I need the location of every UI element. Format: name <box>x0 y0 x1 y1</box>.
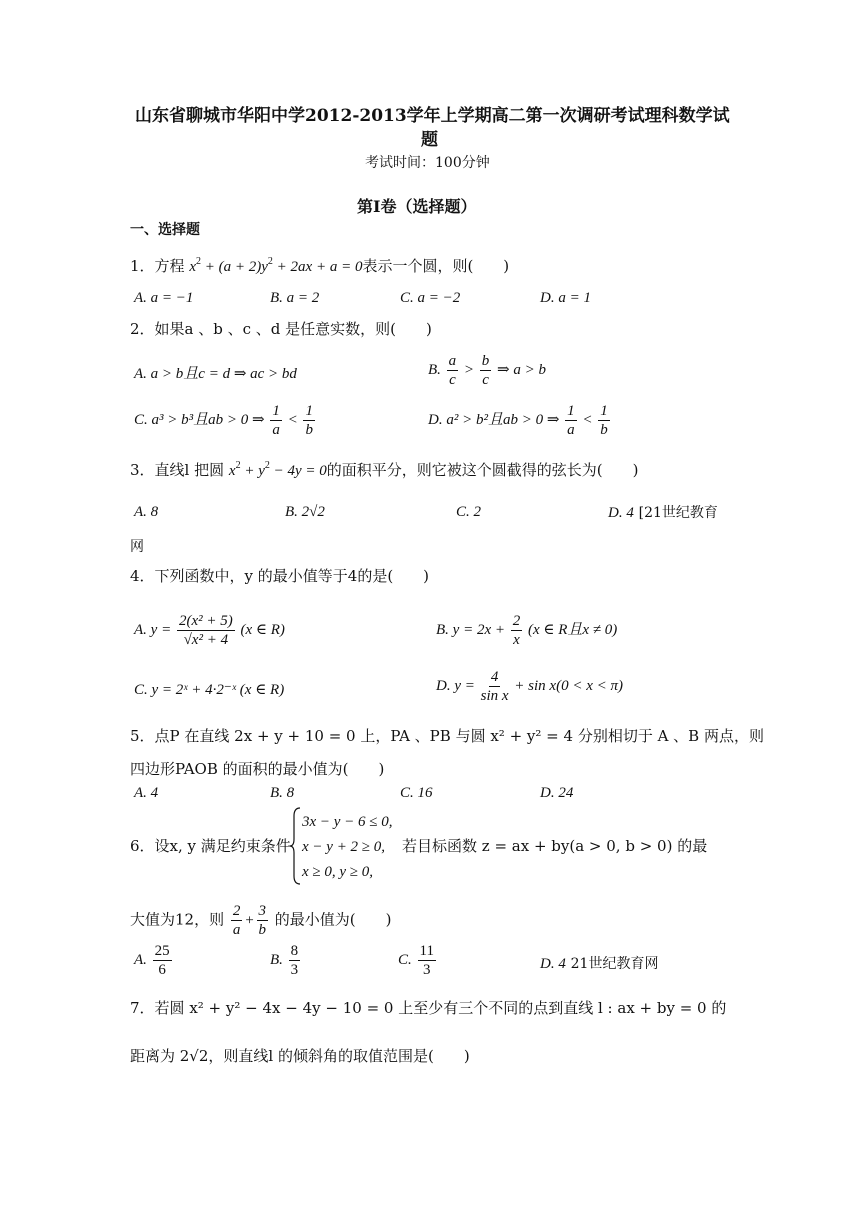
question-text: 的面积平分，则它被这个圆截得的弦长为( ) <box>326 461 639 479</box>
fraction: $\frac{1}{b}$ <box>600 403 608 438</box>
q2-option-d: D. a² > b²且ab > 0 ⇒ $\frac{1}{a}$ < $\frac{1}{b}$ <box>428 403 608 438</box>
question-number: 7． <box>130 999 155 1017</box>
constraint-2: x − y + 2 ≥ 0, <box>302 839 386 855</box>
q5-option-d: D. 24 <box>540 785 574 801</box>
question-1 <box>130 252 509 277</box>
q1-option-b: B. a = 2 <box>270 290 320 306</box>
question-text: 的最小值为( ) <box>274 910 392 929</box>
q3-option-b: B. 2√2 <box>285 504 325 520</box>
question-text: 如果a 、b 、c 、d 是任意实数，则( ) <box>154 320 432 338</box>
question-number: 6． <box>130 837 155 855</box>
fraction: $\frac{2}{a}$ <box>232 903 241 938</box>
fraction: $\frac{8}{3}$ <box>290 943 299 978</box>
q2-option-a: A. a > b且c = d ⇒ ac > bd <box>134 366 297 382</box>
fraction: $\frac{2}{x}$ <box>512 613 521 648</box>
q1-option-c: C. a = −2 <box>400 290 461 306</box>
question-text: 大值为12，则 <box>130 910 225 929</box>
option-tail: ⇒ a > b <box>497 361 546 378</box>
q1-option-d: D. a = 1 <box>540 290 591 306</box>
question-6-objective: 若目标函数 z = ax + by(a > 0, b > 0) 的最 <box>402 837 708 855</box>
q4-option-a <box>134 612 285 649</box>
constraint-3: x ≥ 0, y ≥ 0, <box>302 864 374 880</box>
q3-option-a: A. 8 <box>134 504 159 520</box>
question-text: 表示一个圆，则( ) <box>362 257 510 275</box>
fraction: $\frac{a}{c}$ <box>448 353 457 388</box>
q6-option-c <box>398 942 438 979</box>
q2-option-b: B. $\frac{a}{c}$ > $\frac{b}{c}$ ⇒ a > b <box>428 353 546 388</box>
watermark-text: [21世纪教育 <box>638 505 718 521</box>
question-text: 设x, y 满足约束条件 <box>154 837 291 855</box>
q6-option-b <box>270 942 302 979</box>
option-label: C. <box>398 951 412 968</box>
left-brace <box>290 806 302 886</box>
fraction: $\frac{b}{c}$ <box>481 353 490 388</box>
q2-option-c: C. a³ > b³且ab > 0 ⇒ $\frac{1}{a}$ < $\frac{1}{b}$ <box>134 403 313 438</box>
question-4 <box>130 566 429 586</box>
q4-option-c: C. y = 2ˣ + 4·2⁻ˣ (x ∈ R) <box>134 682 285 698</box>
page-title-continued: 题 <box>421 130 438 150</box>
q5-option-a: A. 4 <box>134 785 159 801</box>
question-number: 1． <box>130 257 155 275</box>
question-5-line1 <box>130 726 764 746</box>
question-5-line2: 四边形PAOB 的面积的最小值为( ) <box>130 760 385 778</box>
q5-option-b: B. 8 <box>270 785 295 801</box>
fraction: $\frac{1}{b}$ <box>305 403 313 438</box>
fraction: $\frac{\text{2(x² + 5)}}{\text{√x² + 4}}$ <box>178 613 233 648</box>
option-label: B. <box>270 951 283 968</box>
question-7-line2: 距离为 2√2，则直线l 的倾斜角的取值范围是( ) <box>130 1047 470 1065</box>
fraction: $\frac{3}{b}$ <box>258 903 266 938</box>
question-number: 3． <box>130 461 155 479</box>
option-label: D. 4 <box>608 505 634 521</box>
question-text: 直线l 把圆 <box>154 461 225 479</box>
exam-time: 考试时间：100分钟 <box>365 155 490 171</box>
question-6-line2: 大值为12，则 $\frac{2}{a}$ + $\frac{3}{b}$ 的最小值为( ) <box>130 903 392 938</box>
option-label: A. y = <box>134 621 172 638</box>
question-2 <box>130 319 432 339</box>
q3-option-d <box>608 502 718 523</box>
fraction: $\frac{11}{3}$ <box>419 943 434 978</box>
question-text: 若圆 x² + y² − 4x − 4y − 10 = 0 上至少有三个不同的点到直线 l : ax + by = 0 的 <box>154 999 727 1017</box>
option-tail: + sin x(0 < x < π) <box>514 677 623 694</box>
question-number: 2． <box>130 320 155 338</box>
equation: $x^2 + (a + 2)y^2 + 2ax + a = 0$ <box>189 256 363 275</box>
fraction: $\frac{1}{a}$ <box>272 403 280 438</box>
q3-option-c: C. 2 <box>456 504 482 520</box>
option-label: C. a³ > b³且ab > 0 ⇒ <box>134 411 265 428</box>
fraction: $\frac{1}{a}$ <box>567 403 575 438</box>
option-label: D. a² > b²且ab > 0 ⇒ <box>428 411 560 428</box>
equation: $x^2 + y^2 - 4y = 0$ <box>228 460 327 479</box>
question-text: 点P 在直线 2x + y + 10 = 0 上，PA 、PB 与圆 x² + y² = 4 分别相切于 A 、B 两点，则 <box>154 727 764 745</box>
q1-option-a: A. a = −1 <box>134 290 194 306</box>
question-6 <box>130 836 291 856</box>
option-tail: (x ∈ R) <box>240 621 285 638</box>
part-heading: 一、选择题 <box>130 222 200 238</box>
question-3 <box>130 456 638 481</box>
volume-heading: 第Ⅰ卷（选择题） <box>357 197 477 216</box>
option-label: B. <box>428 361 441 378</box>
option-label: A. <box>134 951 147 968</box>
question-text: 下列函数中，y 的最小值等于4的是( ) <box>154 567 430 585</box>
question-7-line1 <box>130 998 726 1018</box>
watermark-text: 21世纪教育网 <box>570 956 659 972</box>
q6-option-a <box>134 942 174 979</box>
q6-option-d <box>540 953 658 974</box>
option-label: D. 4 <box>540 956 566 972</box>
q5-option-c: C. 16 <box>400 785 433 801</box>
option-label: B. y = 2x + <box>436 621 505 638</box>
question-text: 方程 <box>154 257 185 275</box>
q4-option-d <box>436 668 623 705</box>
q4-option-b <box>436 612 617 649</box>
fraction: $\frac{4}{\text{sin x}}$ <box>480 669 509 704</box>
constraint-1: 3x − y − 6 ≤ 0, <box>302 814 393 830</box>
fraction: $\frac{25}{6}$ <box>154 943 170 978</box>
option-label: D. y = <box>436 677 475 694</box>
question-number: 4． <box>130 567 155 585</box>
page-title: 山东省聊城市华阳中学2012-2013学年上学期高二第一次调研考试理科数学试 <box>135 106 730 126</box>
option-tail: (x ∈ R且x ≠ 0) <box>527 621 618 638</box>
q3-wrap: 网 <box>130 539 144 555</box>
question-number: 5． <box>130 727 155 745</box>
